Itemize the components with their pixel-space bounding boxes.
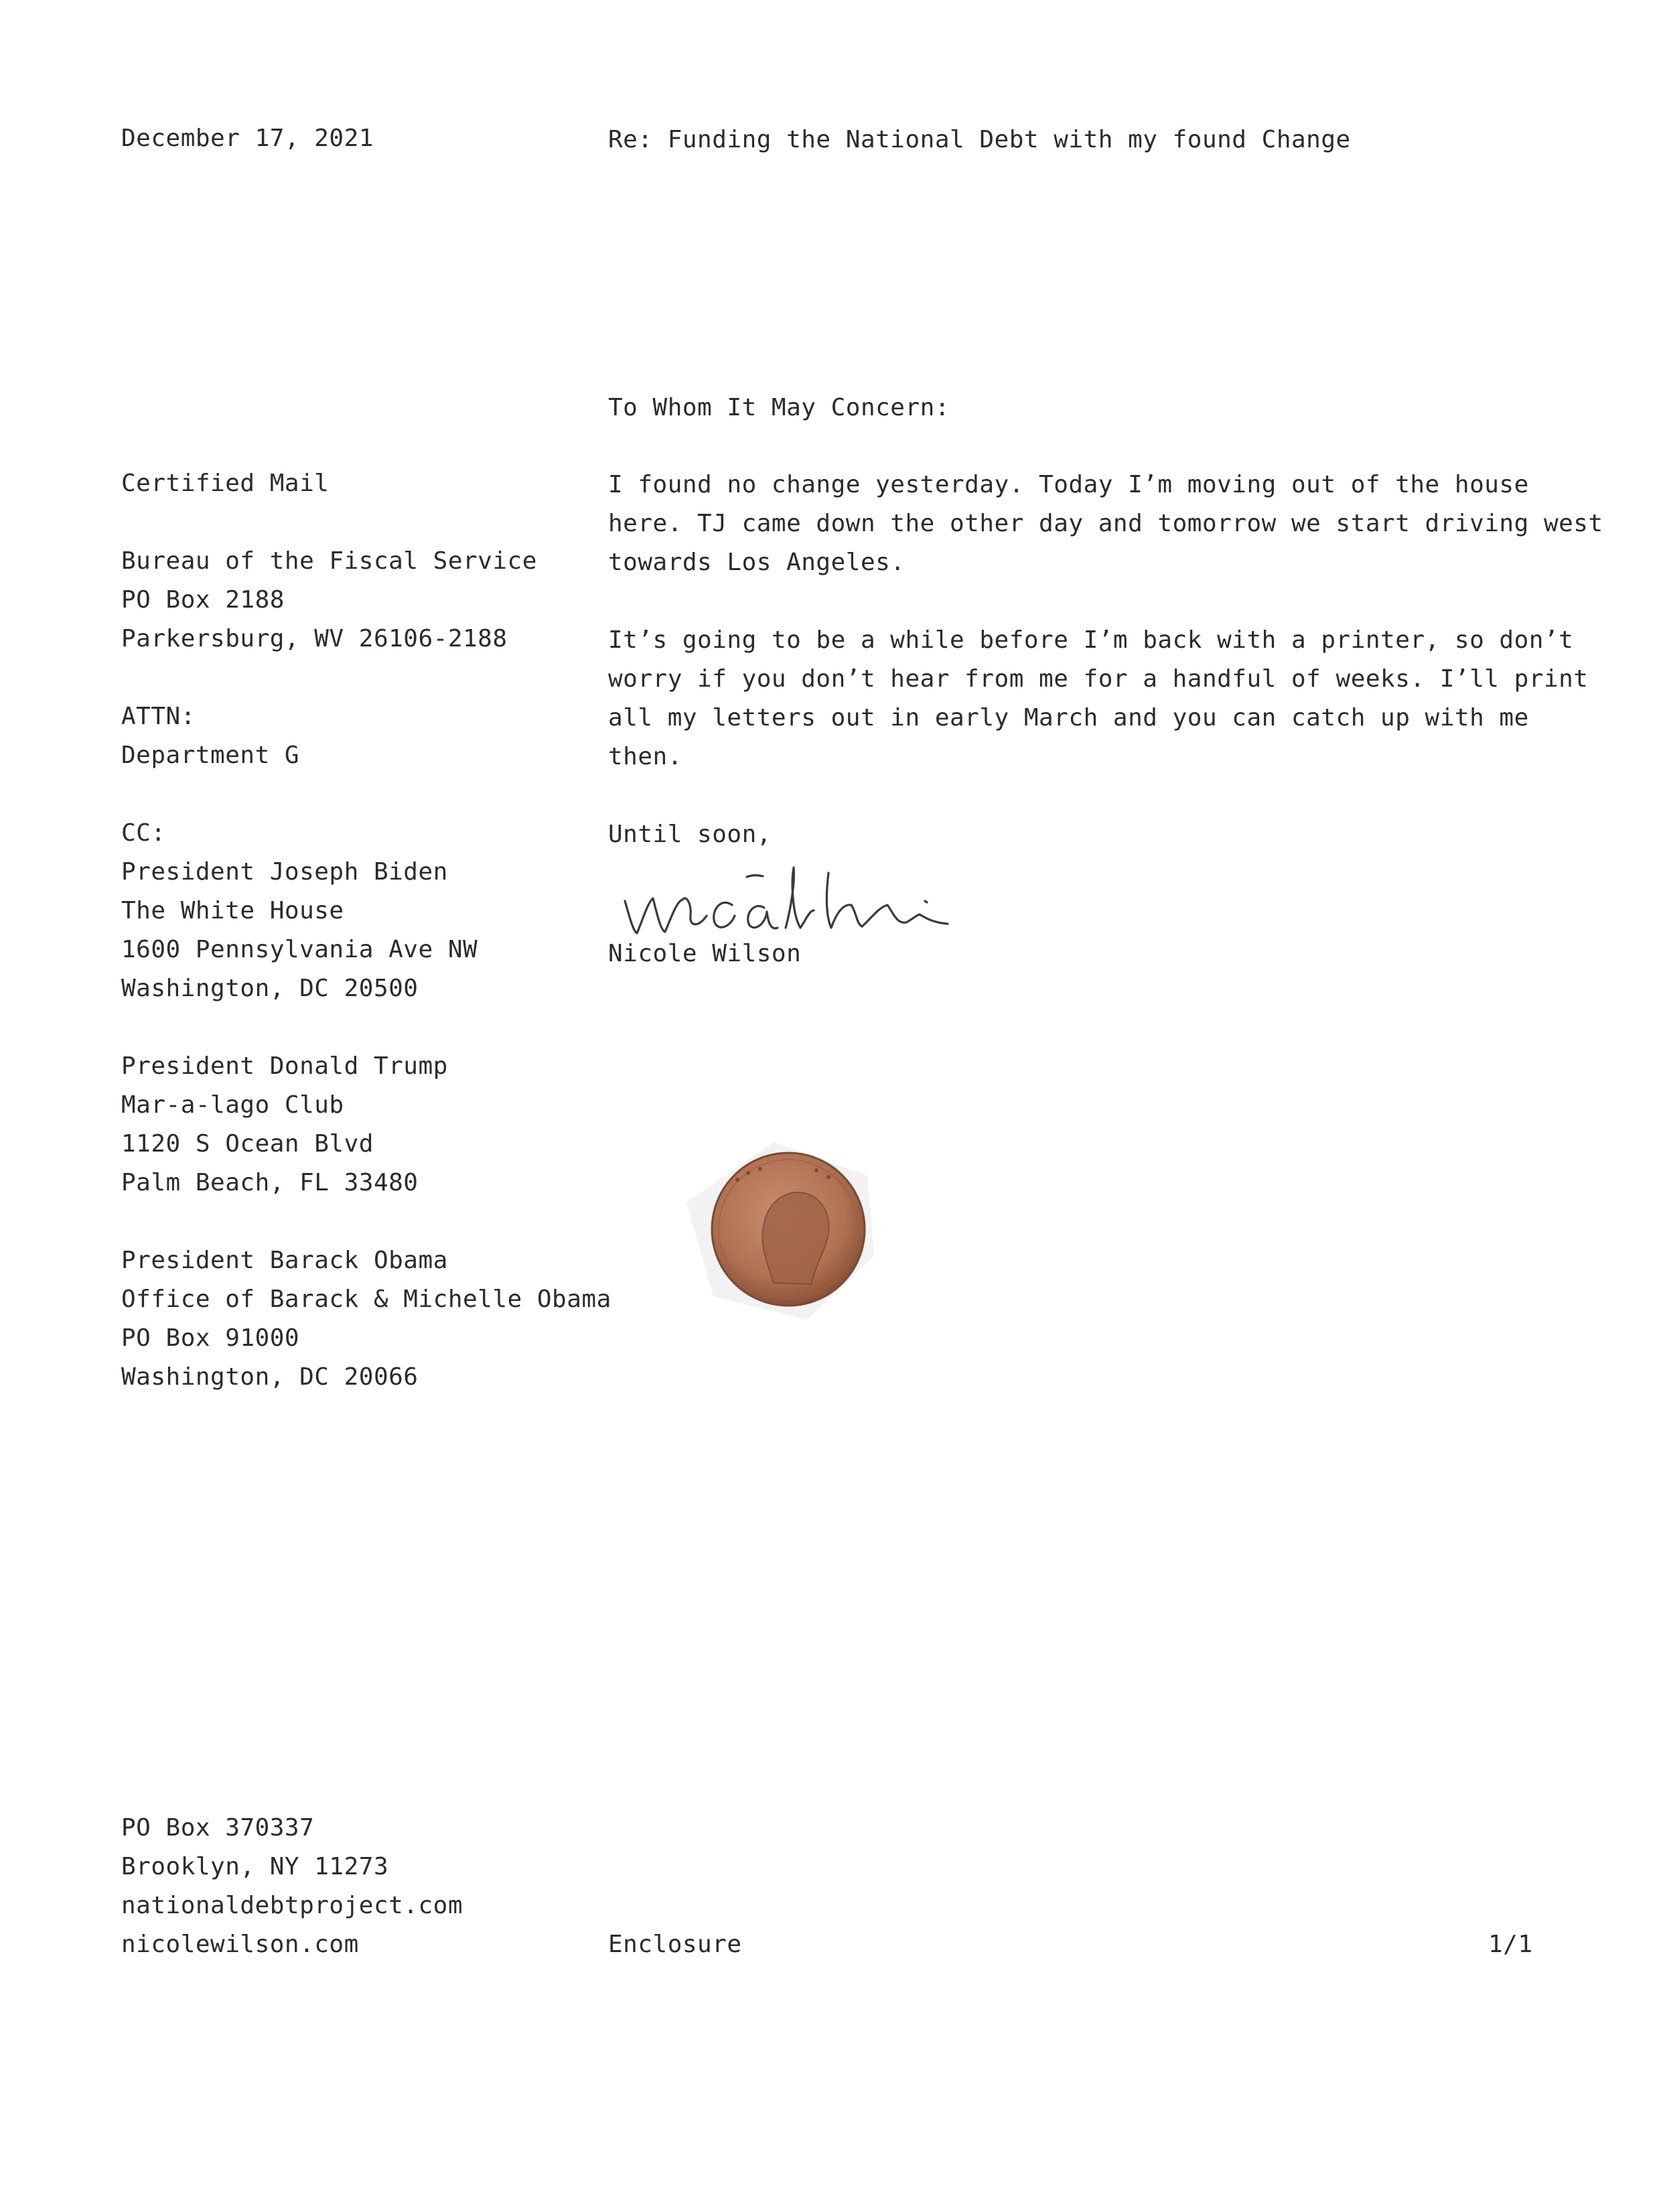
- body-line: towards Los Angeles.: [608, 549, 906, 576]
- cc-address-line: Washington, DC 20066: [121, 1363, 419, 1391]
- mail-type: Certified Mail: [121, 470, 330, 497]
- cc-label: CC:: [121, 819, 166, 847]
- page-number: 1/1: [1488, 1931, 1533, 1958]
- body-line: It’s going to be a while before I’m back with a printer, so don’t: [608, 626, 1574, 654]
- salutation: To Whom It May Concern:: [608, 394, 950, 421]
- signer-name: Nicole Wilson: [608, 940, 802, 967]
- subject-line: Re: Funding the National Debt with my found Change: [608, 126, 1351, 153]
- sender-website: nicolewilson.com: [121, 1931, 359, 1958]
- cc-address-line: Office of Barack & Michelle Obama: [121, 1286, 611, 1313]
- cc-address-line: Palm Beach, FL 33480: [121, 1169, 419, 1196]
- cc-address-line: Washington, DC 20500: [121, 975, 419, 1002]
- closing: Until soon,: [608, 821, 772, 848]
- sender-website: nationaldebtproject.com: [121, 1892, 463, 1919]
- cc-address-line: 1600 Pennsylvania Ave NW: [121, 936, 478, 963]
- letter-body: [608, 466, 1603, 854]
- address-column: [121, 464, 611, 1397]
- body-line: here. TJ came down the other day and tomorrow we start driving west: [608, 510, 1603, 537]
- sender-line: PO Box 370337: [121, 1814, 315, 1842]
- cc-address-line: 1120 S Ocean Blvd: [121, 1130, 374, 1158]
- body-line: worry if you don’t hear from me for a handful of weeks. I’ll print: [608, 665, 1589, 693]
- body-line: all my letters out in early March and you can catch up with me: [608, 704, 1529, 732]
- body-line: I found no change yesterday. Today I’m moving out of the house: [608, 471, 1529, 498]
- cc-address-line: PO Box 91000: [121, 1324, 300, 1352]
- cc-address-line: The White House: [121, 897, 344, 924]
- recipient-line: PO Box 2188: [121, 586, 285, 614]
- recipient-line: Parkersburg, WV 26106-2188: [121, 625, 508, 652]
- body-line: then.: [608, 743, 682, 770]
- enclosure-note: Enclosure: [608, 1931, 742, 1958]
- cc-address-line: Mar-a-lago Club: [121, 1091, 344, 1119]
- sender-address: [121, 1809, 463, 1964]
- cc-address-line: President Donald Trump: [121, 1052, 448, 1080]
- letter-date: December 17, 2021: [121, 125, 374, 152]
- sender-line: Brooklyn, NY 11273: [121, 1853, 389, 1880]
- attn-label: ATTN:: [121, 703, 196, 730]
- cc-address-line: President Joseph Biden: [121, 858, 448, 886]
- recipient-line: Bureau of the Fiscal Service: [121, 547, 537, 575]
- cc-address-line: President Barack Obama: [121, 1247, 448, 1274]
- penny-coin-icon: [673, 1129, 914, 1330]
- attn-value: Department G: [121, 742, 300, 769]
